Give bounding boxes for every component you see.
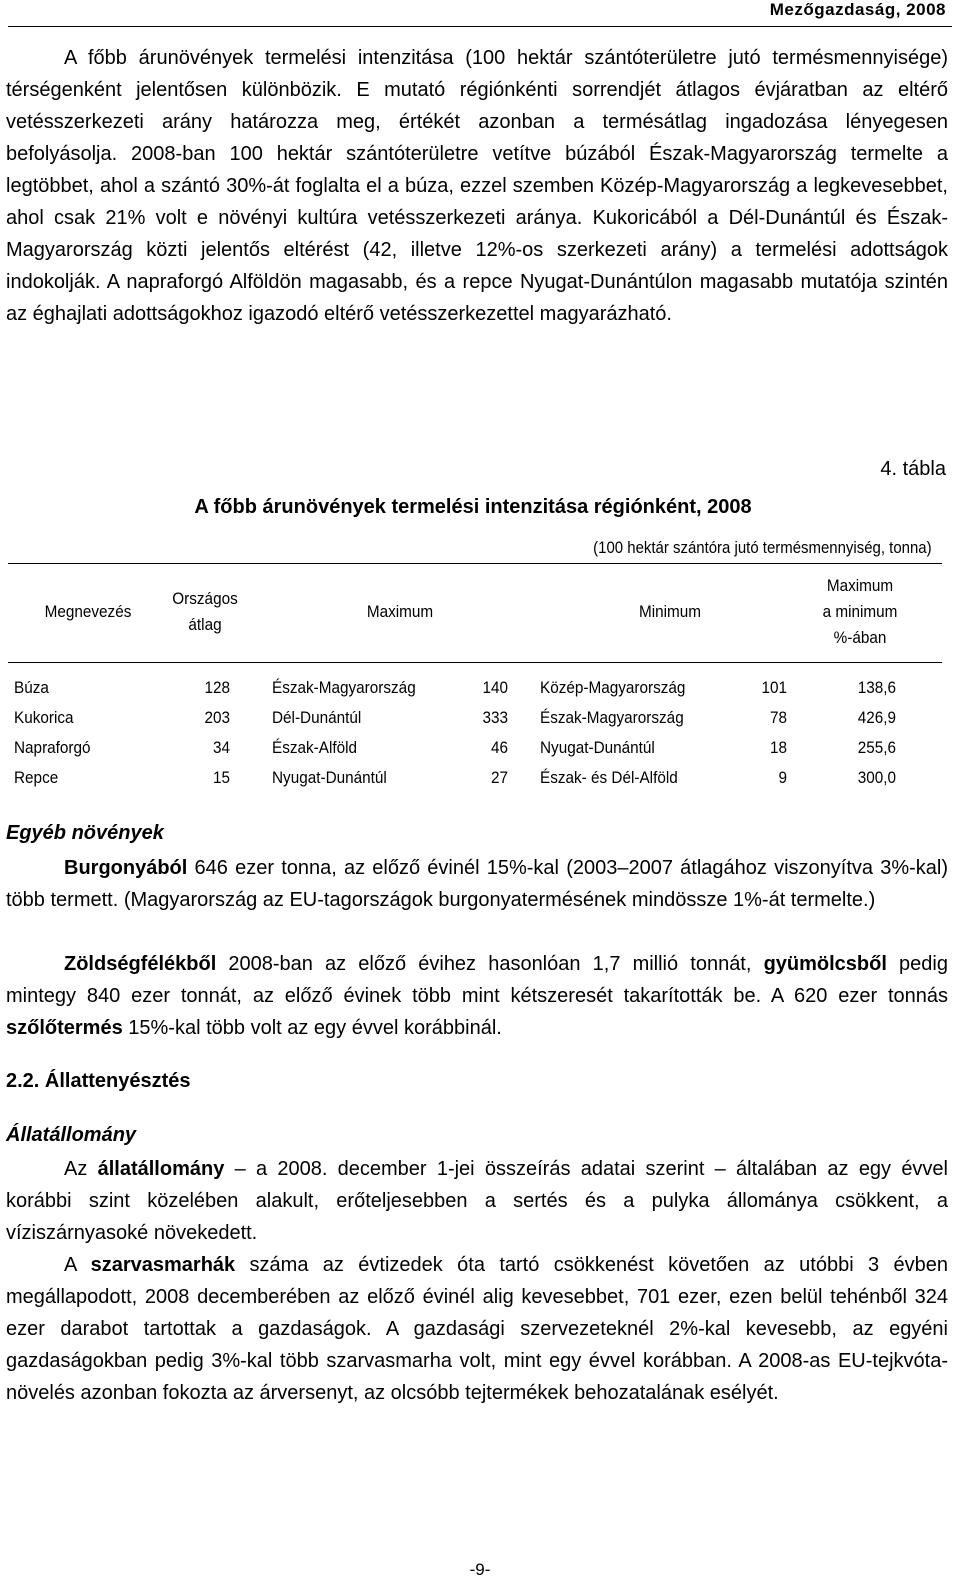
livestock-p2-start: A bbox=[64, 1254, 91, 1276]
table-row-avg: 203 bbox=[204, 708, 230, 727]
fruit-text: pedig mintegy 840 ezer tonnát, az előző évinek több mint kétszeresét takarították be. A 620 ezer tonnás bbox=[6, 953, 948, 1007]
table-row-min-region: Észak- és Dél-Alföld bbox=[540, 768, 678, 787]
cattle-term: szarvasmarhák bbox=[90, 1254, 236, 1276]
th-min: Minimum bbox=[638, 602, 702, 621]
table-row-name: Napraforgó bbox=[14, 738, 91, 757]
table-header-rule bbox=[8, 662, 942, 663]
running-header: Mezőgazdaság, 2008 bbox=[769, 0, 946, 19]
livestock-heading: Állatállomány bbox=[6, 1124, 137, 1146]
table-row-avg: 128 bbox=[204, 678, 230, 697]
section-title: 2.2. Állattenyésztés bbox=[6, 1070, 191, 1092]
table-row-ratio: 300,0 bbox=[857, 768, 896, 787]
table-row-name: Búza bbox=[14, 678, 49, 697]
table-row-ratio: 255,6 bbox=[857, 738, 896, 757]
table-row-name: Repce bbox=[14, 768, 59, 787]
vegetables-term: Zöldségfélékből bbox=[64, 953, 217, 975]
potato-text: 646 ezer tonna, az előző évinél 15%-kal (2003–2007 átlagához viszonyítva 3%-kal) több termett. (Magyarország az EU-tagországok burgonyatermésének mindössze 1%-át termelte.) bbox=[6, 857, 948, 911]
table-row-ratio: 426,9 bbox=[857, 708, 896, 727]
livestock-p2-text: száma az évtizedek óta tartó csökkenést követően az utóbbi 3 évben megállapodott, 2008 decemberében az előző évinél alig kevesebbet, 701 ezer, ezen belül tehénből 324 ezer darabot tartottak a gazdaságok. A gazdasági szervezeteknél 2%-kal kevesebb, az egyéni gazdaságokban pedig 3%-kal több szarvasmarha volt, mint egy évvel korábban. A 2008-as EU-tejkvóta-növelés azonban fokozta az árversenyt, az olcsóbb tejtermékek behozatalának esélyét. bbox=[6, 1254, 948, 1404]
potato-term: Burgonyából bbox=[64, 857, 188, 879]
livestock-p1-start: Az bbox=[64, 1158, 98, 1180]
table-row-min-value: 18 bbox=[769, 738, 787, 757]
table-row-min-region: Észak-Magyarország bbox=[540, 708, 684, 727]
table-row-max-region: Nyugat-Dunántúl bbox=[272, 768, 387, 787]
table-title-text: A főbb árunövények termelési intenzitása régiónként, 2008 bbox=[194, 496, 752, 518]
grape-text: 15%-kal több volt az egy évvel korábbinál. bbox=[122, 1017, 502, 1039]
table-row-max-value: 140 bbox=[482, 678, 508, 697]
table-row-max-value: 333 bbox=[482, 708, 508, 727]
potato-paragraph bbox=[6, 852, 948, 916]
table-row-max-value: 46 bbox=[490, 738, 508, 757]
intro-text: A főbb árunövények termelési intenzitása (100 hektár szántóterületre jutó termésmennyisége) térségenként jelentősen különbözik. E mutató régiónkénti sorrendjét átlagos évjáratban az eltérő vetésszerkezeti arány határozza meg, értékét azonban a termésátlag ingadozása lényegesen befolyásolja. 2008-ban 100 hektár szántóterületre vetítve búzából Észak-Magyarország termelte a legtöbbet, ahol a szántó 30%-át foglalta el a búza, ezzel szemben Közép-Magyarország a legkevesebbet, ahol csak 21% volt e növényi kultúra vetésszerkezeti aránya. Kukoricából a Dél-Dunántúl és Észak-Magyarország közti jelentős eltérést (42, illetve 12%-os szerkezeti arány) a termelési adottságok indokolják. A napraforgó Alföldön magasabb, és a repce Nyugat-Dunántúlon magasabb mutatója szintén az éghajlati adottságokhoz igazodó eltérő vetésszerkezettel magyarázható. bbox=[6, 47, 948, 325]
livestock-term: állatállomány bbox=[97, 1158, 225, 1180]
header-rule bbox=[8, 26, 952, 27]
table-number: 4. tábla bbox=[880, 458, 946, 480]
table-row-max-region: Észak-Magyarország bbox=[272, 678, 416, 697]
table-row-avg: 34 bbox=[212, 738, 230, 757]
table-row-max-region: Dél-Dunántúl bbox=[272, 708, 362, 727]
grape-term: szőlőtermés bbox=[6, 1017, 123, 1039]
table-row-min-value: 78 bbox=[769, 708, 787, 727]
table-row-min-region: Közép-Magyarország bbox=[540, 678, 686, 697]
intro-paragraph bbox=[6, 42, 948, 330]
fruit-term: gyümölcsből bbox=[763, 953, 887, 975]
table-row-name: Kukorica bbox=[14, 708, 74, 727]
other-crops-heading: Egyéb növények bbox=[6, 822, 164, 844]
th-avg-2: átlag bbox=[188, 615, 222, 634]
th-ratio-3: %-ában bbox=[833, 628, 887, 647]
table-row-min-region: Nyugat-Dunántúl bbox=[540, 738, 655, 757]
table-row-avg: 15 bbox=[212, 768, 230, 787]
table-top-rule bbox=[8, 563, 942, 564]
th-max: Maximum bbox=[366, 602, 434, 621]
vegetables-paragraph bbox=[6, 948, 948, 1044]
table-row-min-value: 9 bbox=[778, 768, 787, 787]
livestock-paragraph-2 bbox=[6, 1249, 948, 1409]
table-row-min-value: 101 bbox=[761, 678, 787, 697]
page-number: -9- bbox=[469, 1560, 491, 1579]
livestock-p1-text: – a 2008. december 1-jei összeírás adatai szerint – általában az egy évvel korábbi szint közelében alakult, erőteljesebben a sertés és a pulyka állománya csökkent, a víziszárnyasoké növekedett. bbox=[6, 1158, 949, 1244]
th-ratio-2: a minimum bbox=[822, 602, 898, 621]
livestock-paragraph-1 bbox=[6, 1153, 948, 1249]
table-row-max-value: 27 bbox=[490, 768, 508, 787]
table-row-ratio: 138,6 bbox=[857, 678, 896, 697]
table-title bbox=[0, 496, 946, 519]
th-name: Megnevezés bbox=[44, 602, 132, 621]
table-row-max-region: Észak-Alföld bbox=[272, 738, 358, 757]
table-unit: (100 hektár szántóra jutó termésmennyiség, tonna) bbox=[593, 538, 932, 557]
th-avg-1: Országos bbox=[172, 589, 238, 608]
vegetables-text: 2008-ban az előző évihez hasonlóan 1,7 millió tonnát, bbox=[216, 953, 764, 975]
th-ratio-1: Maximum bbox=[826, 576, 894, 595]
